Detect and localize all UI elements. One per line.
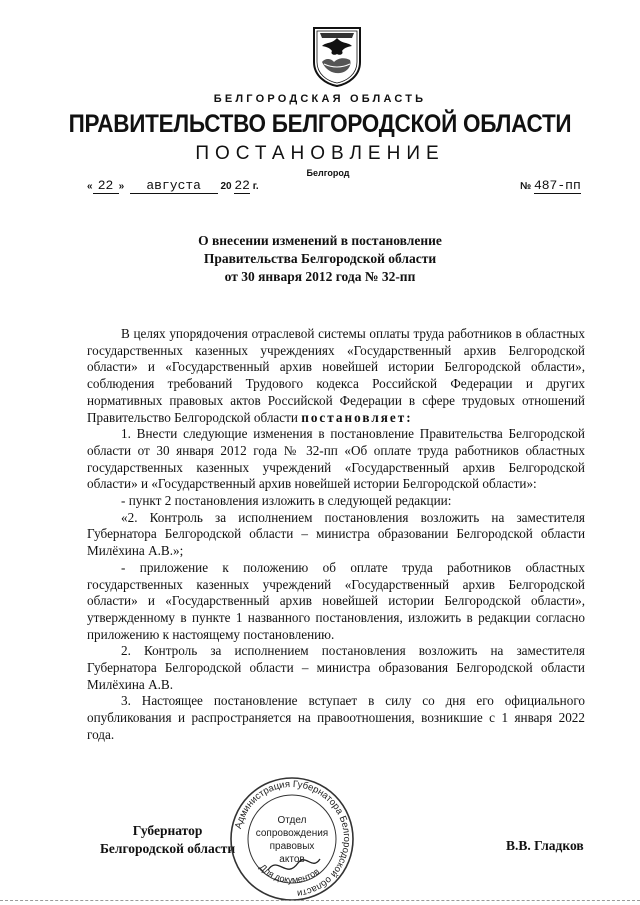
subject-line: О внесении изменений в постановление <box>198 233 442 248</box>
date-close-quote: » <box>118 181 125 192</box>
document-date <box>87 178 259 194</box>
document-subject <box>150 232 490 286</box>
signatory-position <box>100 822 235 858</box>
item-1-quoted-text: «2. Контроль за исполнением постановления возложить на заместителя Губернатора Белгородской области – министра образовании Белгородской области Милёхина А.В.»; <box>87 509 585 559</box>
number-prefix: № <box>520 181 532 192</box>
signatory-name: В.В. Гладков <box>506 838 584 853</box>
decree-word: постановляет: <box>301 409 413 425</box>
stamp-line: сопровождения <box>255 828 329 839</box>
item-2: 2. Контроль за исполнением постановления возложить на заместителя Губернатора Белгородской области – министра образования Белгородской области Милёхина А.В. <box>87 643 585 692</box>
stamp-line: актов <box>279 854 305 865</box>
stamp-line: правовых <box>269 841 315 852</box>
region-name: БЕЛГОРОДСКАЯ ОБЛАСТЬ <box>213 93 427 105</box>
position-line: Губернатор <box>132 823 203 838</box>
date-month: августа <box>130 178 218 194</box>
date-year-suffix: г. <box>252 181 259 192</box>
stamp-line: Отдел <box>277 815 307 826</box>
government-title: ПРАВИТЕЛЬСТВО БЕЛГОРОДСКОЙ ОБЛАСТИ <box>68 110 572 138</box>
office-stamp <box>228 775 356 903</box>
number-value: 487-пп <box>533 178 581 193</box>
stamp-bottom-text: Для документов <box>257 862 322 885</box>
item-1-subitem: - пункт 2 постановления изложить в следующей редакции: <box>121 493 452 509</box>
item-1-subitem: - приложение к положению об оплате труда работников областных государственных казенных учреждений «Государственный архив Белгородской области» и «Государственный архив новейшей истории Белгородской области», утвержденному в пункте 1 названного постановления, изложить в редакции согласно приложению к настоящему постановлению. <box>87 559 585 642</box>
date-century: 20 <box>220 181 232 192</box>
position-line: Белгородской области <box>100 841 236 856</box>
page-edge-line <box>0 900 640 902</box>
coat-of-arms-emblem <box>310 24 364 88</box>
item-3: 3. Настоящее постановление вступает в силу со дня его официального опубликования и распространяется на правоотношения, возникшие с 1 января 2022 года. <box>87 693 585 742</box>
document-number <box>520 178 581 193</box>
date-open-quote: « <box>87 181 93 192</box>
date-year: 22 <box>234 178 250 193</box>
date-day: 22 <box>93 178 119 194</box>
preamble-text: В целях упорядочения отраслевой системы оплаты труда работников в областных государственных казенных учреждениях «Государственный архив Белгородской области» и «Государственный архив новейшей истории Белгородской области», соблюдения требований Трудового кодекса Российской Федерации и других нормативных правовых актов Российской Федерации в сфере трудовых отношений Правительство Белгородской области <box>87 326 585 425</box>
document-body <box>87 326 585 744</box>
item-1: 1. Внести следующие изменения в постановление Правительства Белгородской области от 30 января 2012 года № 32-пп «Об оплате труда работников областных государственных казенных учреждений «Государственный архив Белгородской области» и «Государственный архив новейшей истории Белгородской области»: <box>87 426 585 492</box>
subject-line: от 30 января 2012 года № 32-пп <box>224 269 416 284</box>
subject-line: Правительства Белгородской области <box>203 251 437 266</box>
document-type: ПОСТАНОВЛЕНИЕ <box>195 143 445 164</box>
city-name: Белгород <box>306 168 350 178</box>
preamble-paragraph <box>87 326 585 426</box>
stamp-ring-text: Администрация Губернатора Белгородской области <box>233 778 353 899</box>
